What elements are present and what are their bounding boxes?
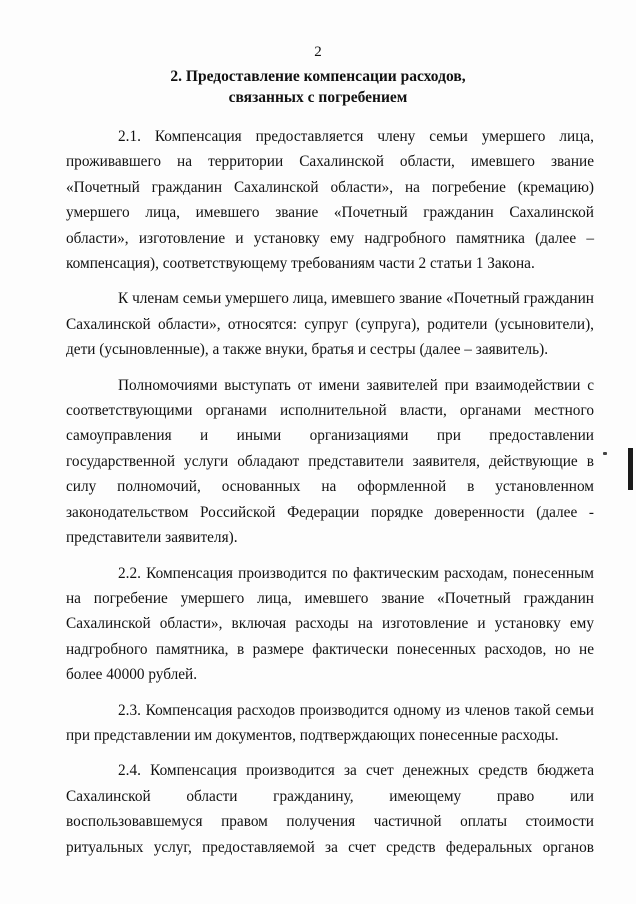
text-line: проживавшего на территории Сахалинской области, имевшего звание [66,153,594,171]
text-line: дети (усыновленные), а также внуки, братья и сестры (далее – заявитель). [66,341,549,359]
section-heading [0,66,636,108]
text-line: компенсация), соответствующему требованиям части 2 статьи 1 Закона. [66,255,535,273]
text-line: Сахалинской области», относятся: супруг (супруга), родители (усыновители), [66,315,594,333]
text-line: К членам семьи умершего лица, имевшего звание «Почетный гражданин [118,290,594,308]
paragraph-2-2 [66,561,594,688]
text-line: 2.3. Компенсация расходов производится одному из членов такой семьи [118,701,594,719]
paragraph-representatives [66,373,594,551]
text-line: воспользовавшемуся правом получения частичной оплаты стоимости [66,813,594,831]
text-line: самоуправления и иными организациями при предоставлении [66,427,594,445]
text-line: законодательством Российской Федерации порядке доверенности (далее - [66,503,594,521]
paragraph-2-4 [66,758,594,860]
text-line: более 40000 рублей. [66,666,198,684]
text-line: на погребение умершего лица, имевшего звание «Почетный гражданин [66,589,594,607]
text-line: государственной услуги обладают представители заявителя, действующие в [66,452,594,470]
text-line: при представлении им документов, подтверждающих понесенные расходы. [66,726,559,744]
page-number: 2 [314,44,322,60]
document-body [66,124,594,870]
text-line: ритуальных услуг, предоставляемой за счет средств федеральных органов [66,838,594,856]
scan-speck [603,452,607,455]
paragraph-2-1 [66,124,594,276]
text-line: области», изготовление и установку ему надгробного памятника (далее – [66,229,594,247]
text-line: надгробного памятника, в размере фактически понесенных расходов, но не [66,640,594,658]
scan-edge-mark [628,448,633,490]
text-line: Сахалинской области», включая расходы на изготовление и установку ему [66,615,594,633]
text-line: 2.2. Компенсация производится по фактическим расходам, понесенным [118,564,594,582]
text-line: 2.4. Компенсация производится за счет денежных средств бюджета [118,762,594,780]
text-line: Сахалинской области гражданину, имеющему право или [66,787,594,805]
text-line: соответствующими органами исполнительной власти, органами местного [66,402,594,420]
text-line: 2.1. Компенсация предоставляется члену семьи умершего лица, [118,128,594,145]
paragraph-family-members [66,286,594,362]
text-line: силу полномочий, основанных на оформленной в установленном [66,478,594,496]
paragraph-2-3 [66,698,594,749]
text-line: представители заявителя). [66,529,238,547]
section-heading-line-1: 2. Предоставление компенсации расходов, [170,68,466,85]
text-line: Полномочиями выступать от имени заявителей при взаимодействии с [118,376,594,394]
text-line: умершего лица, имевшего звание «Почетный гражданин Сахалинской [66,204,594,222]
text-line: «Почетный гражданин Сахалинской области», на погребение (кремацию) [66,178,594,196]
section-heading-line-2: связанных с погребением [228,89,408,106]
